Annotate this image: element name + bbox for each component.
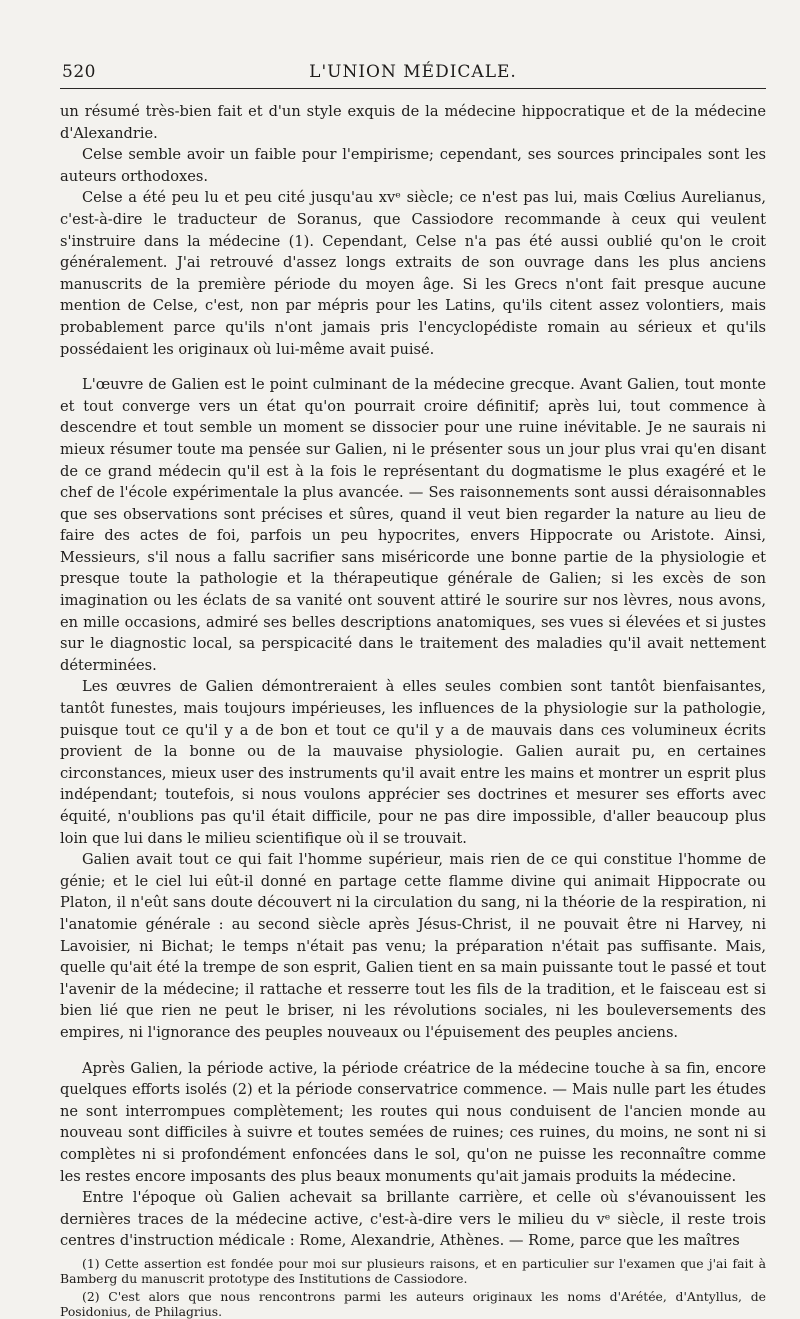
paragraph: Galien avait tout ce qui fait l'homme supérieur, mais rien de ce qui constitue l'homme de génie; et le ciel lui eût-il donné en partage cette flamme divine qui animait Hippocrate ou Platon, il n'eût sans doute découvert ni la circulation du sang, ni la théorie de la respiration, ni l'anatomie générale : au second siècle après Jésus-Christ, il ne pouvait être ni Harvey, ni Lavoisier, ni Bichat; le temps n'était pas venu; la préparation n'était pas suffisante. Mais, quelle qu'ait été la trempe de son esprit, Galien tient en sa main puissante tout le passé et tout l'avenir de la médecine; il rattache et resserre tout les fils de la tradition, et le faisceau est si bien lié que rien ne peut le briser, ni les révolutions sociales, ni les bouleversements des empires, ni l'ignorance des peuples nouveaux ou l'épuisement des peuples anciens. xyxy=(60,851,766,1041)
running-title: L'UNION MÉDICALE. xyxy=(309,62,517,82)
footnote: (1) Cette assertion est fondée pour moi sur plusieurs raisons, et en particulier sur l'examen que j'ai fait à Bamberg du manuscrit prototype des Institutions de Cassiodore. xyxy=(60,1255,766,1286)
paragraph: L'œuvre de Galien est le point culminant de la médecine grecque. Avant Galien, tout monte et tout converge vers un état qu'on pourrait croire définitif; après lui, tout commence à descendre et tout semble un moment se dissocier pour une ruine inévitable. Je ne saurais ni mieux résumer toute ma pensée sur Galien, ni le présenter sous un jour plus vrai qu'en disant de ce grand médecin qu'il est à la fois le représentant du dogmatisme le plus exagéré et le chef de l'école expérimentale la plus avancée. — Ses raisonnements sont aussi déraisonnables que ses observations sont précises et sûres, quand il veut bien regarder la nature au lieu de faire des actes de foi, parfois un peu hypocrites, envers Hippocrate ou Aristote. Ainsi, Messieurs, s'il nous a fallu sacrifier sans miséricorde une bonne partie de la physiologie et presque toute la pathologie et la thérapeutique générale de Galien; si les excès de son imagination ou les éclats de sa vanité ont souvent attiré le sourire sur nos lèvres, nous avons, en mille occasions, admiré ses belles descriptions anatomiques, ses vues si élevées et si justes sur le diagnostic local, sa perspicacité dans le traitement des maladies qu'il avait nettement déterminées. xyxy=(60,376,766,674)
paragraph: Après Galien, la période active, la période créatrice de la médecine touche à sa fin, encore quelques efforts isolés (2) et la période conservatrice commence. — Mais nulle part les études ne sont interrompues complètement; les routes qui nous conduisent de l'ancien monde au nouveau sont difficiles à suivre et toutes semées de ruines; ces ruines, du moins, ne sont ni si complètes ni si profondément enfoncées dans le sol, qu'on ne puisse les reconnaître comme les restes encore imposants des plus beaux monuments qu'ait jamais produits la médecine. xyxy=(60,1059,766,1185)
paragraph: Les œuvres de Galien démontreraient à elles seules combien sont tantôt bienfaisantes, tantôt funestes, mais toujours impérieuses, les influences de la physiologie sur la pathologie, puisque tout ce qu'il y a de bon et tout ce qu'il y a de mauvais dans ces volumineux écrits provient de la bonne ou de la mauvaise physiologie. Galien aurait pu, en certaines circonstances, mieux user des instruments qu'il avait entre les mains et montrer un esprit plus indépendant; toutefois, si nous voulons apprécier ses doctrines et mesurer ses efforts avec équité, n'oublions pas qu'il était difficile, pour ne pas dire impossible, d'aller beaucoup plus loin que lui dans le milieu scientifique où il se trouvait. xyxy=(60,678,766,847)
page-header xyxy=(60,58,766,88)
header-rule xyxy=(60,88,766,89)
page-number: 520 xyxy=(62,62,96,82)
paragraph: Celse a été peu lu et peu cité jusqu'au xvᵉ siècle; ce n'est pas lui, mais Cœlius Aurelianus, c'est-à-dire le traducteur de Soranus, que Cassiodore recommande à ceux qui veulent s'instruire dans la médecine (1). Cependant, Celse n'a pas été aussi oublié qu'on le croit généralement. J'ai retrouvé d'assez longs extraits de son ouvrage dans les plus anciens manuscrits de la première période du moyen âge. Si les Grecs n'ont fait presque aucune mention de Celse, c'est, non par mépris pour les Latins, qu'ils citent assez volontiers, mais probablement parce qu'ils n'ont jamais pris l'encyclopédiste romain au sérieux et qu'ils possédaient les originaux où lui-même avait puisé. xyxy=(60,189,766,358)
body-text xyxy=(60,101,766,1252)
paragraph: Entre l'époque où Galien achevait sa brillante carrière, et celle où s'évanouissent les dernières traces de la médecine active, c'est-à-dire vers le milieu du vᵉ siècle, il reste trois centres d'instruction médicale : Rome, Alexandrie, Athènes. — Rome, parce que les maîtres xyxy=(60,1189,766,1250)
paragraph: Celse semble avoir un faible pour l'empirisme; cependant, ses sources principales sont les auteurs orthodoxes. xyxy=(60,146,766,185)
footnote: (2) C'est alors que nous rencontrons parmi les auteurs originaux les noms d'Arétée, d'Antyllus, de Posidonius, de Philagrius. xyxy=(60,1288,766,1319)
paragraph: un résumé très-bien fait et d'un style exquis de la médecine hippocratique et de la médecine d'Alexandrie. xyxy=(60,103,766,142)
footnotes xyxy=(60,1256,766,1319)
